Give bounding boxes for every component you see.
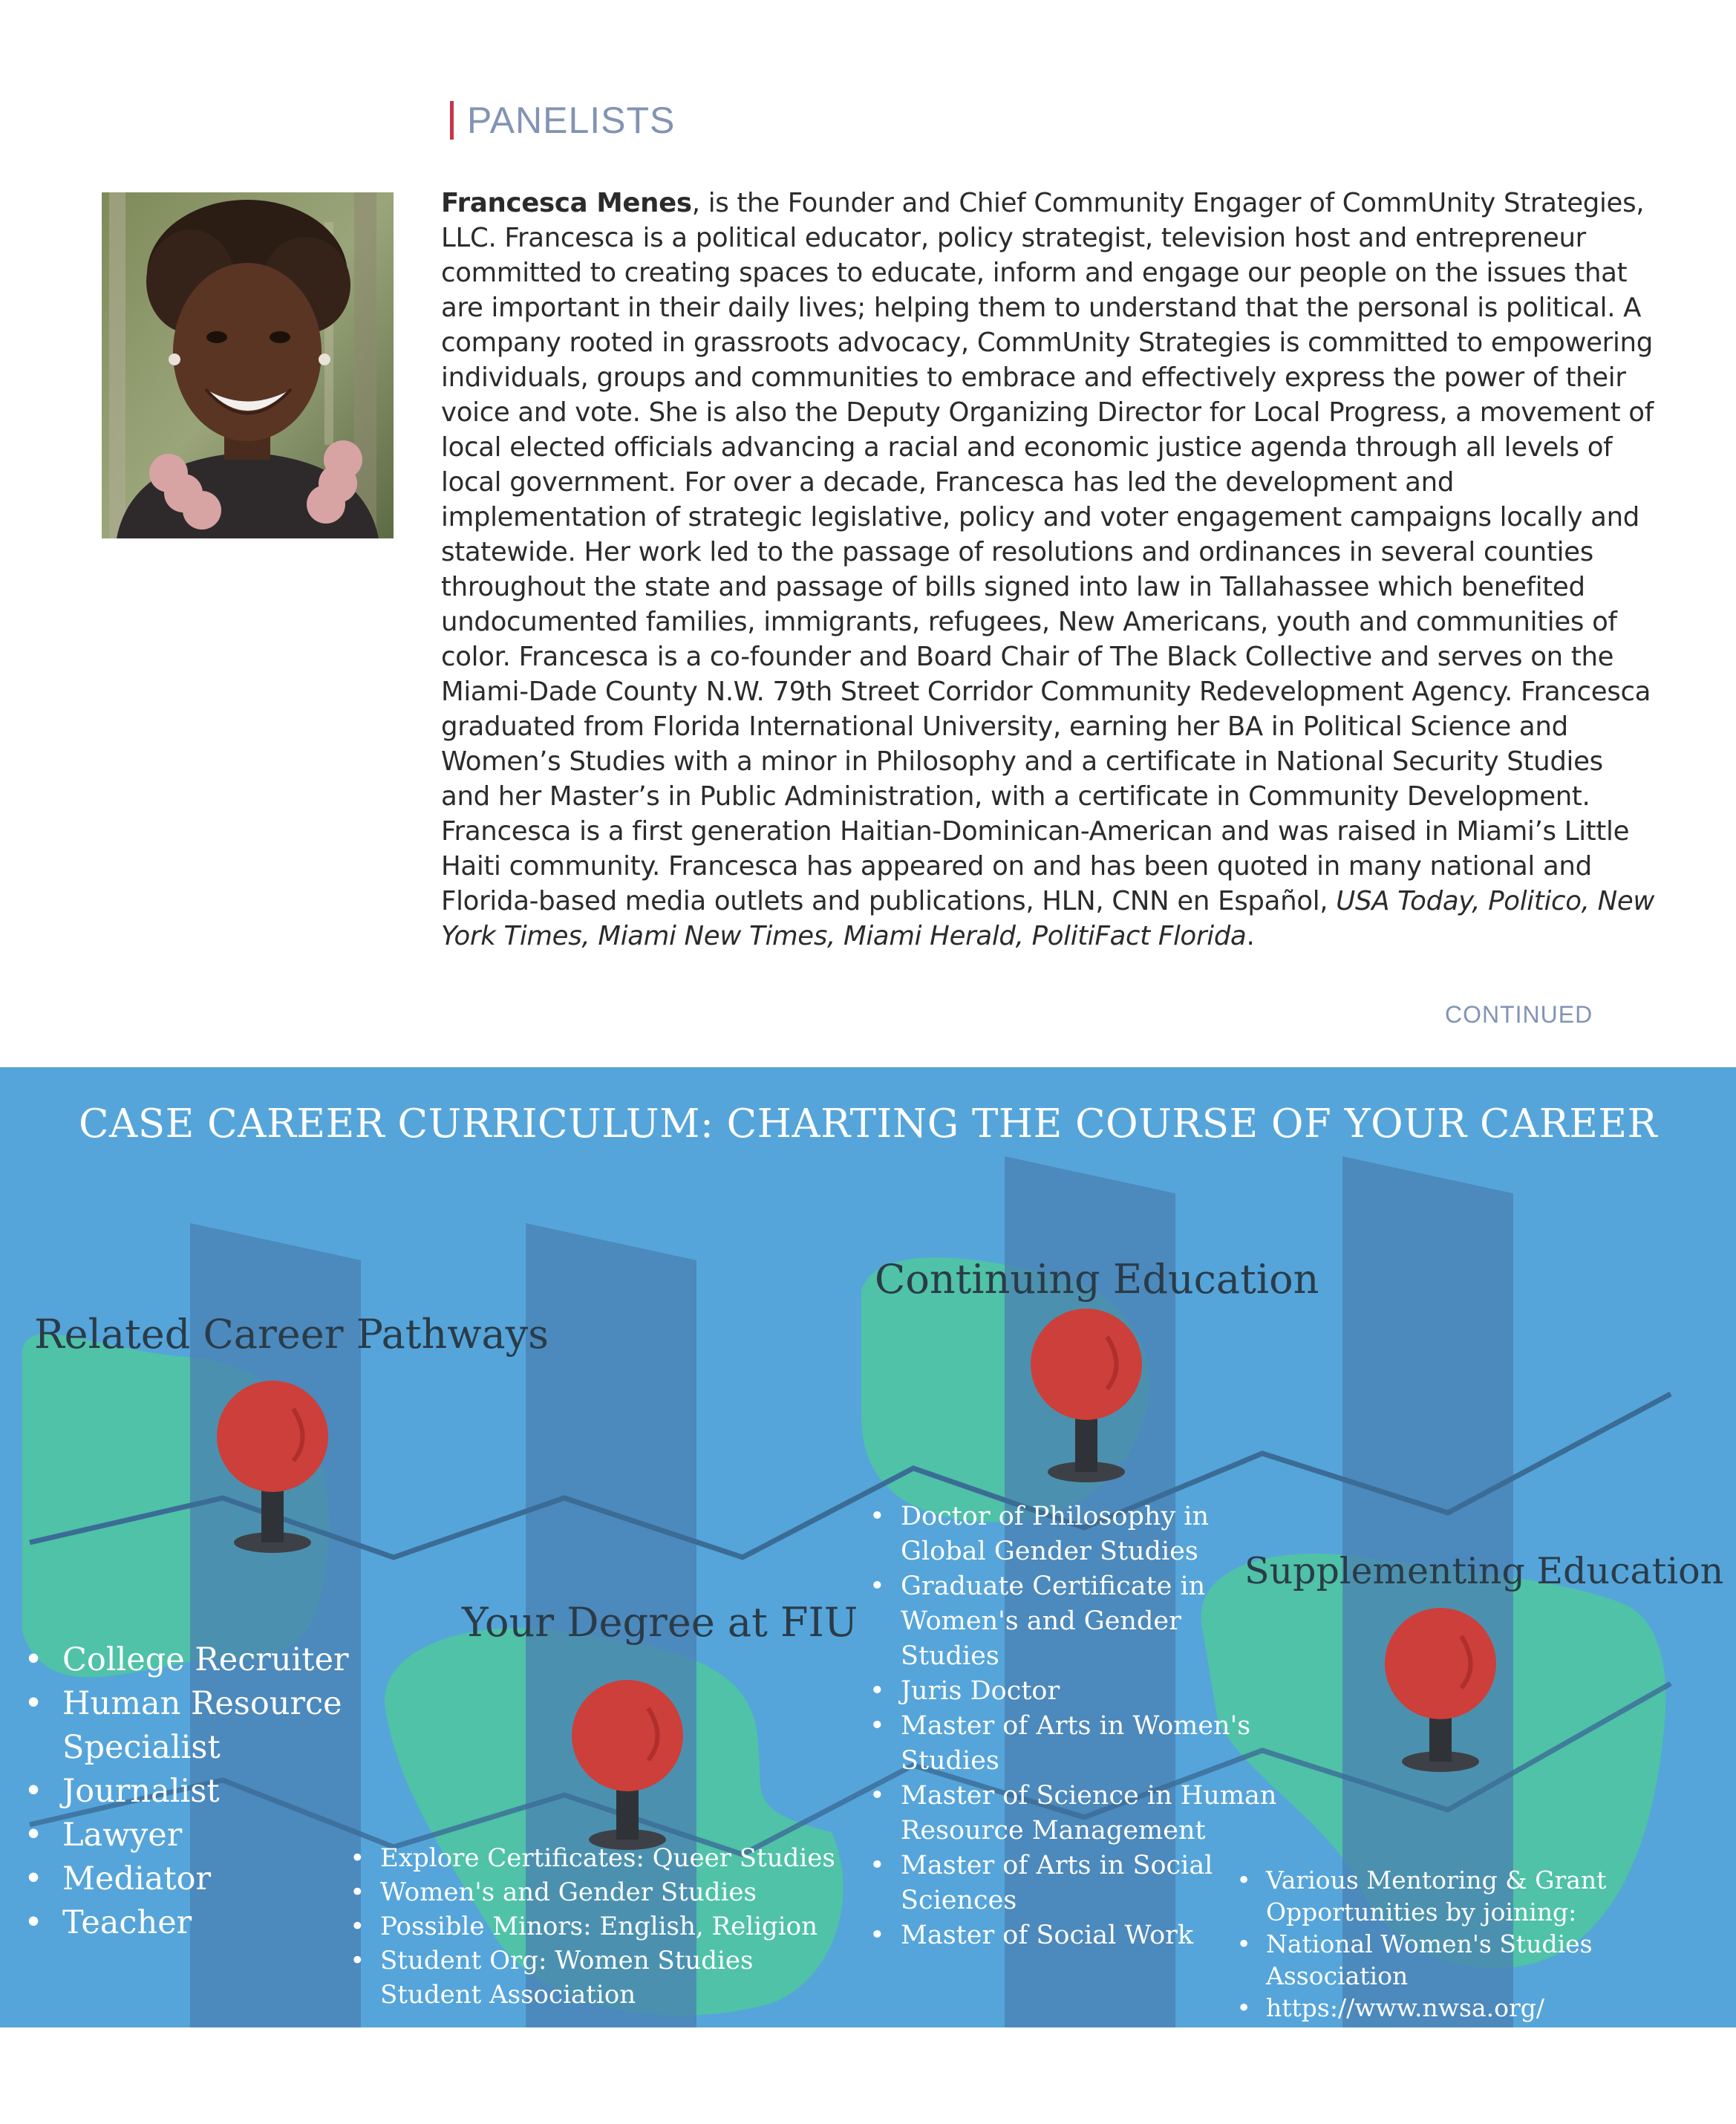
list-item: • https://www.nwsa.org/ — [1266, 1992, 1736, 2024]
accent-bar — [450, 101, 454, 140]
panelist-name: Francesca Menes — [441, 188, 692, 218]
panelist-bio — [441, 186, 1659, 954]
list-item: • Explore Certificates: Queer Studies — [380, 1841, 855, 1875]
infographic-title: CASE CAREER CURRICULUM: CHARTING THE COURSE OF YOUR CAREER — [79, 1101, 1657, 1147]
list-item: • Teacher — [62, 1901, 374, 1945]
list-item: • Human Resource Specialist — [62, 1682, 374, 1770]
list-item: • Student Org: Women Studies Student Association — [380, 1944, 855, 2012]
list-item: • Women's and Gender Studies — [380, 1875, 855, 1909]
section-header — [450, 98, 675, 143]
list-item: • Master of Arts in Social Sciences — [901, 1848, 1287, 1918]
career-pathways-title: Related Career Pathways — [34, 1311, 549, 1358]
list-item: • Journalist — [62, 1770, 374, 1814]
list-item: • Master of Social Work — [901, 1918, 1287, 1953]
list-item: • Mediator — [62, 1857, 374, 1901]
bio-media-list: USA Today, Politico, New York Times, Miami New Times, Miami Herald, PolitiFact Florida — [441, 886, 1655, 951]
list-item: • Doctor of Philosophy in Global Gender Studies — [901, 1499, 1287, 1569]
list-item: • National Women's Studies Association — [1266, 1928, 1736, 1992]
supplementing-list — [1266, 1864, 1736, 2024]
career-infographic — [0, 1067, 1736, 2027]
list-item: • Lawyer — [62, 1814, 374, 1857]
list-item: • Master of Science in Human Resource Management — [901, 1779, 1287, 1848]
bio-end: . — [1246, 921, 1255, 951]
panelist-photo — [102, 192, 394, 538]
list-item: • Possible Minors: English, Religion — [380, 1909, 855, 1944]
career-pathways-list — [62, 1638, 374, 1945]
section-title: PANELISTS — [467, 100, 676, 141]
bio-text: , is the Founder and Chief Community Engager of CommUnity Strategies, LLC. Francesca is a political educator, policy strategist, television host and entrepreneur committed to creating spaces to educate, inform and engage our people on the issues that are important in their daily lives; helping them to understand that the personal is political. A company rooted in grassroots advocacy, CommUnity Strategies is committed to empowering individuals, groups and communities to embrace and effectively express the power of their voice and vote. She is also the Deputy Organizing Director for Local Progress, a movement of local elected officials advancing a racial and economic justice agenda through all levels of local government. For over a decade, Francesca has led the development and implementation of strategic legislative, policy and voter engagement campaigns locally and statewide. Her work led to the passage of resolutions and ordinances in several counties throughout the state and passage of bills signed into law in Tallahassee which benefited undocumented families, immigrants, refugees, New Americans, youth and communities of color. Francesca is a co-founder and Board Chair of The Black Collective and serves on the Miami-Dade County N.W. 79th Street Corridor Community Redevelopment Agency. Francesca graduated from Florida International University, earning her BA in Political Science and Women’s Studies with a minor in Philosophy and a certificate in National Security Studies and her Master’s in Public Administration, with a certificate in Community Development. Francesca is a first generation Haitian-Dominican-American and was raised in Miami’s Little Haiti community. Francesca has appeared on and has been quoted in many national and Florida-based media outlets and publications, HLN, CNN en Español, — [441, 188, 1654, 916]
supplementing-title: Supplementing Education — [1244, 1550, 1724, 1592]
degree-list — [380, 1841, 855, 2012]
list-item: • Various Mentoring & Grant Opportunities by joining: — [1266, 1864, 1736, 1928]
list-item: • Juris Doctor — [901, 1674, 1287, 1709]
list-item: • Master of Arts in Women's Studies — [901, 1709, 1287, 1779]
continued-label: CONTINUED — [1445, 1001, 1593, 1028]
list-item: • College Recruiter — [62, 1638, 374, 1682]
list-item: • Graduate Certificate in Women's and Gender Studies — [901, 1569, 1287, 1674]
continuing-list — [901, 1499, 1287, 1953]
continuing-title: Continuing Education — [875, 1256, 1319, 1303]
degree-title: Your Degree at FIU — [462, 1599, 858, 1646]
